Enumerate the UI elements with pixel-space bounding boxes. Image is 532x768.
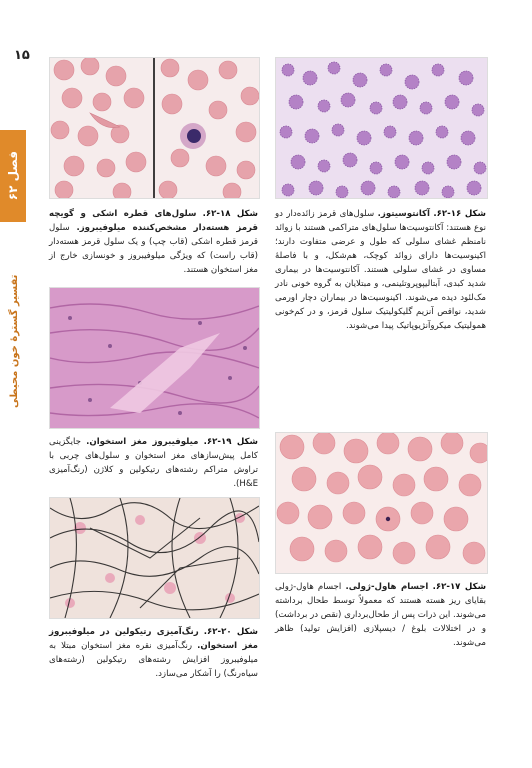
figure-19-image [49, 287, 260, 429]
figure-18-text: سلول قرمز قطره اشکی (قاب چپ) و یک سلول قرمز هسته‌دار (قاب راست) که ویژگی میلوفیبروز و خونسازی خارج از مغز استخوان هستند. [49, 223, 258, 275]
figure-17-caption [275, 580, 486, 652]
figure-20-caption [49, 625, 258, 695]
page-number: ۱۵ [14, 48, 30, 63]
figure-17-text: اجسام هاول-ژولی بقایای ریز هسته هستند که معمولاً توسط طحال برداشته می‌شوند. این ذرات پس از طحال‌برداری (نقص در برداشت) و در اختلالات بلوغ / دیسپلازی (افزایش تولید) ظاهر می‌شوند. [275, 582, 486, 648]
figure-20-image [49, 497, 260, 619]
chapter-subtitle-label: تفسیر گسترهٔ خون محیطی [8, 274, 20, 408]
figure-20-title: رنگ‌آمیزی رتیکولین در میلوفیبروز مغز استخوان. [49, 627, 258, 651]
figure-16-label: شکل ۱۶-۶۲. [433, 209, 486, 219]
figure-17-image [275, 432, 488, 574]
figure-19-label: شکل ۱۹-۶۲. [203, 437, 259, 447]
figure-16-title: آکانتوسیتوز. [377, 209, 430, 219]
figure-16-text: سلول‌های قرمز زائده‌دار دو نوع هستند: آکانتوسیت‌ها سلول‌های متراکمی هستند با زوائد نامنظم غشای سلولی که طول و عرضی متفاوت دارند؛ اکینوسیت‌ها دارای زوائد کوچک، هم‌شکل، و با فاصلهٔ مساوی در غشای سلولی هستند. آکانتوسیت‌ها در بیماری شدید کبدی، آبتالیپوپروتئینمی، و مبتلایان به گروه خونی نادر مک‌لئود دیده می‌شوند. اکینوسیت‌ها در بیماران دچار اورمی شدید، نواقص آنزیم گلیکولیتیک سلول قرمز، و در کم‌خونی همولیتیک میکروآنژیوپاتیک پیدا می‌شوند. [275, 209, 486, 331]
figure-16-caption [275, 207, 486, 357]
figure-19-title: میلوفیبروز مغز استخوان. [86, 437, 199, 447]
figure-20-label: شکل ۲۰-۶۲. [203, 627, 258, 637]
chapter-tab-label: فصل ۶۲ [6, 151, 20, 201]
figure-19-text: جایگزینی کامل پیش‌سازهای مغز استخوان و سلول‌های چربی با تراوش متراکم رشته‌های رتیکولین و کلاژن (رنگ‌آمیزی H&E). [49, 437, 258, 489]
figure-18-title: سلول‌های قطره اشکی و گویچه قرمز هسته‌دار مشخص‌کننده میلوفیبروز. [49, 209, 258, 233]
figure-20-text: رنگ‌آمیزی نقره مغز استخوان مبتلا به میلوفیبروز افزایش رشته‌های رتیکولین (رشته‌های سیاه‌رنگ) را آشکار می‌سازد. [49, 641, 258, 679]
figure-17-title: اجسام هاول-ژولی. [345, 582, 429, 592]
chapter-subtitle [4, 228, 24, 408]
figure-19-caption [49, 435, 258, 493]
figure-18-caption [49, 207, 258, 279]
figure-16-image [275, 57, 488, 199]
figure-18-label: شکل ۱۸-۶۲. [202, 209, 258, 219]
figure-18-image [49, 57, 260, 199]
chapter-tab [0, 130, 26, 222]
figure-17-label: شکل ۱۷-۶۲. [432, 582, 487, 592]
